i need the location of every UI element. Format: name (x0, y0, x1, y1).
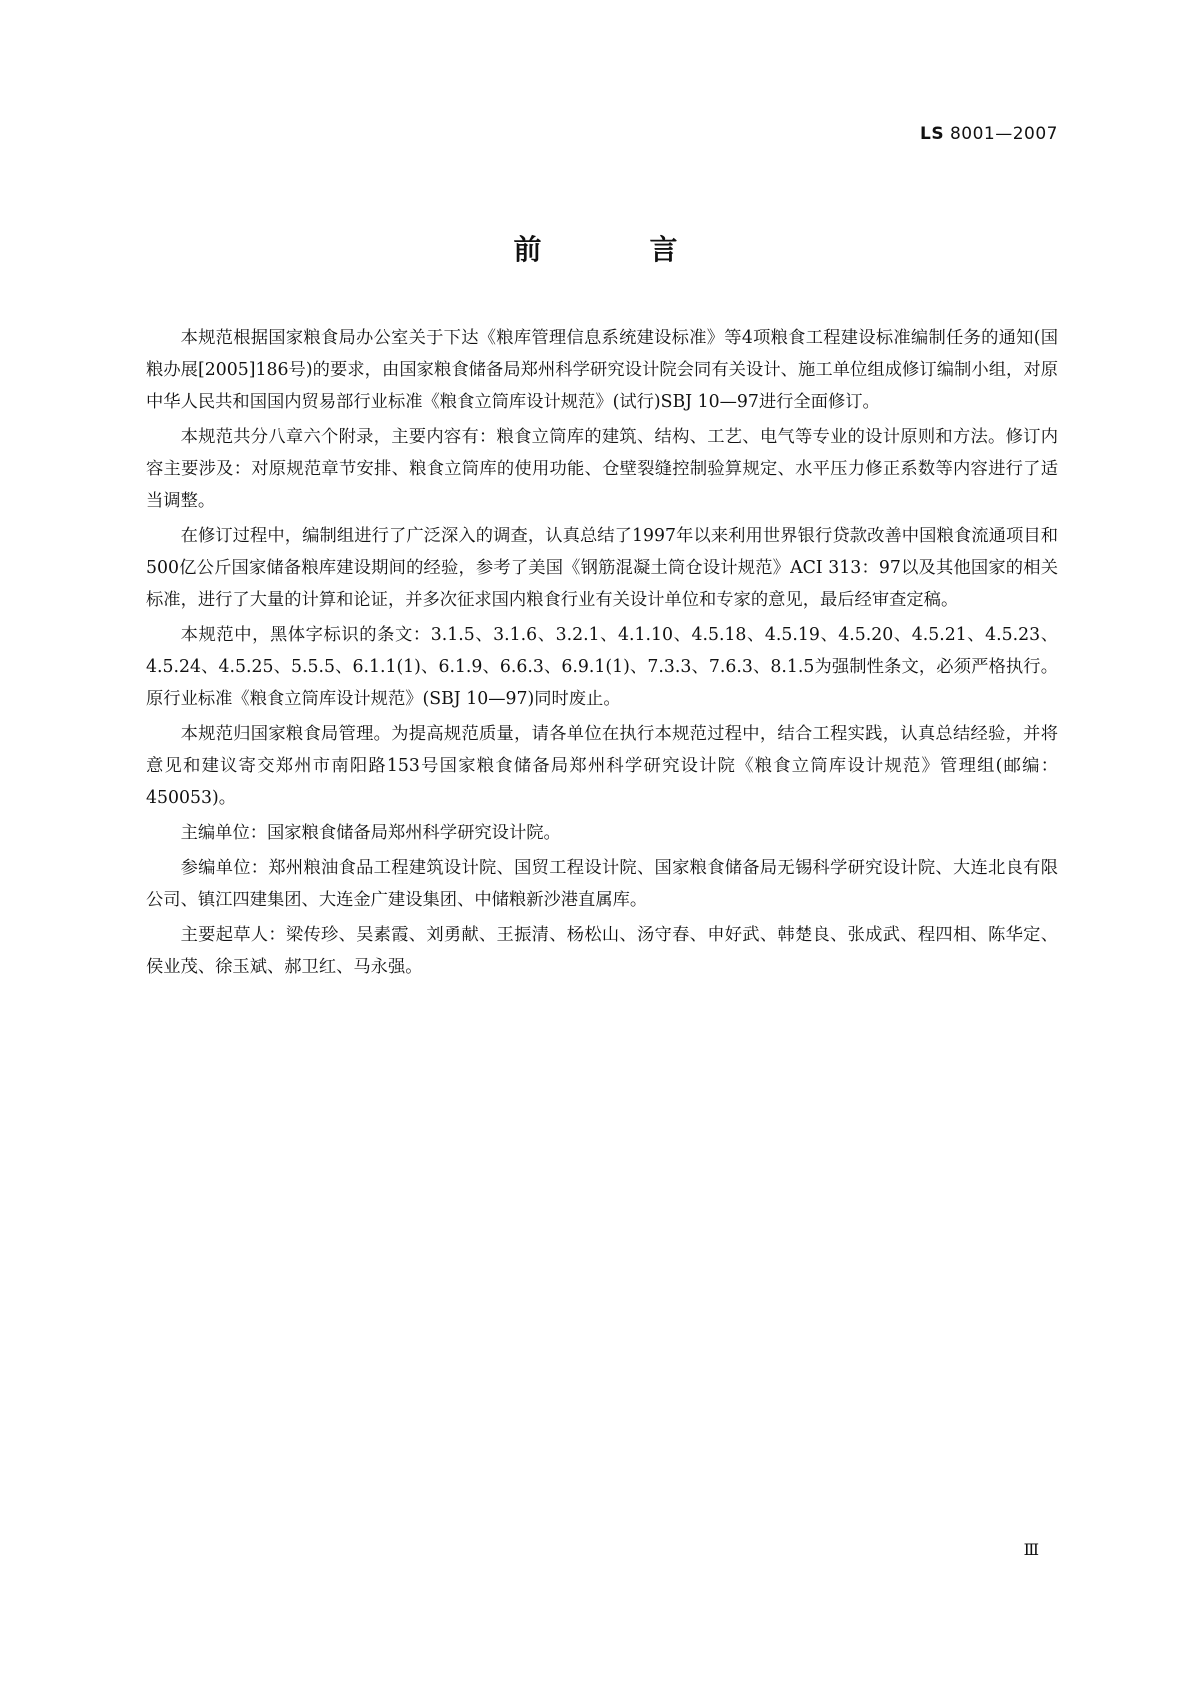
foreword-body (146, 322, 1058, 986)
page-number: Ⅲ (1023, 1540, 1039, 1559)
paragraph-revision-basis: 本规范根据国家粮食局办公室关于下达《粮库管理信息系统建设标准》等4项粮食工程建设标准编制任务的通知(国粮办展[2005]186号)的要求，由国家粮食储备局郑州科学研究设计院会同有关设计、施工单位组成修订编制小组，对原中华人民共和国国内贸易部行业标准《粮食立筒库设计规范》(试行)SBJ 10—97进行全面修订。 (146, 328, 1058, 412)
paragraph-participating-units: 参编单位：郑州粮油食品工程建筑设计院、国贸工程设计院、国家粮食储备局无锡科学研究设计院、大连北良有限公司、镇江四建集团、大连金广建设集团、中储粮新沙港直属库。 (146, 858, 1058, 910)
paragraph-revision-process: 在修订过程中，编制组进行了广泛深入的调查，认真总结了1997年以来利用世界银行贷款改善中国粮食流通项目和500亿公斤国家储备粮库建设期间的经验，参考了美国《钢筋混凝土筒仓设计规范》ACI 313：97以及其他国家的相关标准，进行了大量的计算和论证，并多次征求国内粮食行业有关设计单位和专家的意见，最后经审查定稿。 (146, 526, 1058, 610)
paragraph-management: 本规范归国家粮食局管理。为提高规范质量，请各单位在执行本规范过程中，结合工程实践，认真总结经验，并将意见和建议寄交郑州市南阳路153号国家粮食储备局郑州科学研究设计院《粮食立筒库设计规范》管理组(邮编：450053)。 (146, 724, 1058, 808)
paragraph-drafters: 主要起草人：梁传珍、吴素霞、刘勇献、王振清、杨松山、汤守春、申好武、韩楚良、张成武、程四相、陈华定、侯业茂、徐玉斌、郝卫红、马永强。 (146, 925, 1058, 977)
paragraph-contents: 本规范共分八章六个附录，主要内容有：粮食立筒库的建筑、结构、工艺、电气等专业的设计原则和方法。修订内容主要涉及：对原规范章节安排、粮食立筒库的使用功能、仓壁裂缝控制验算规定、水平压力修正系数等内容进行了适当调整。 (146, 427, 1058, 511)
page-title: 前 言 (513, 233, 718, 266)
standard-prefix: LS (919, 124, 945, 144)
paragraph-mandatory-clauses: 本规范中，黑体字标识的条文：3.1.5、3.1.6、3.2.1、4.1.10、4.5.18、4.5.19、4.5.20、4.5.21、4.5.23、4.5.24、4.5.25、5.5.5、6.1.1(1)、6.1.9、6.6.3、6.9.1(1)、7.3.3、7.6.3、8.1.5为强制性条文，必须严格执行。原行业标准《粮食立筒库设计规范》(SBJ 10—97)同时废止。 (146, 625, 1058, 709)
standard-number: 8001—2007 (949, 124, 1058, 144)
standard-code (920, 124, 1058, 144)
paragraph-chief-editor: 主编单位：国家粮食储备局郑州科学研究设计院。 (180, 823, 561, 843)
